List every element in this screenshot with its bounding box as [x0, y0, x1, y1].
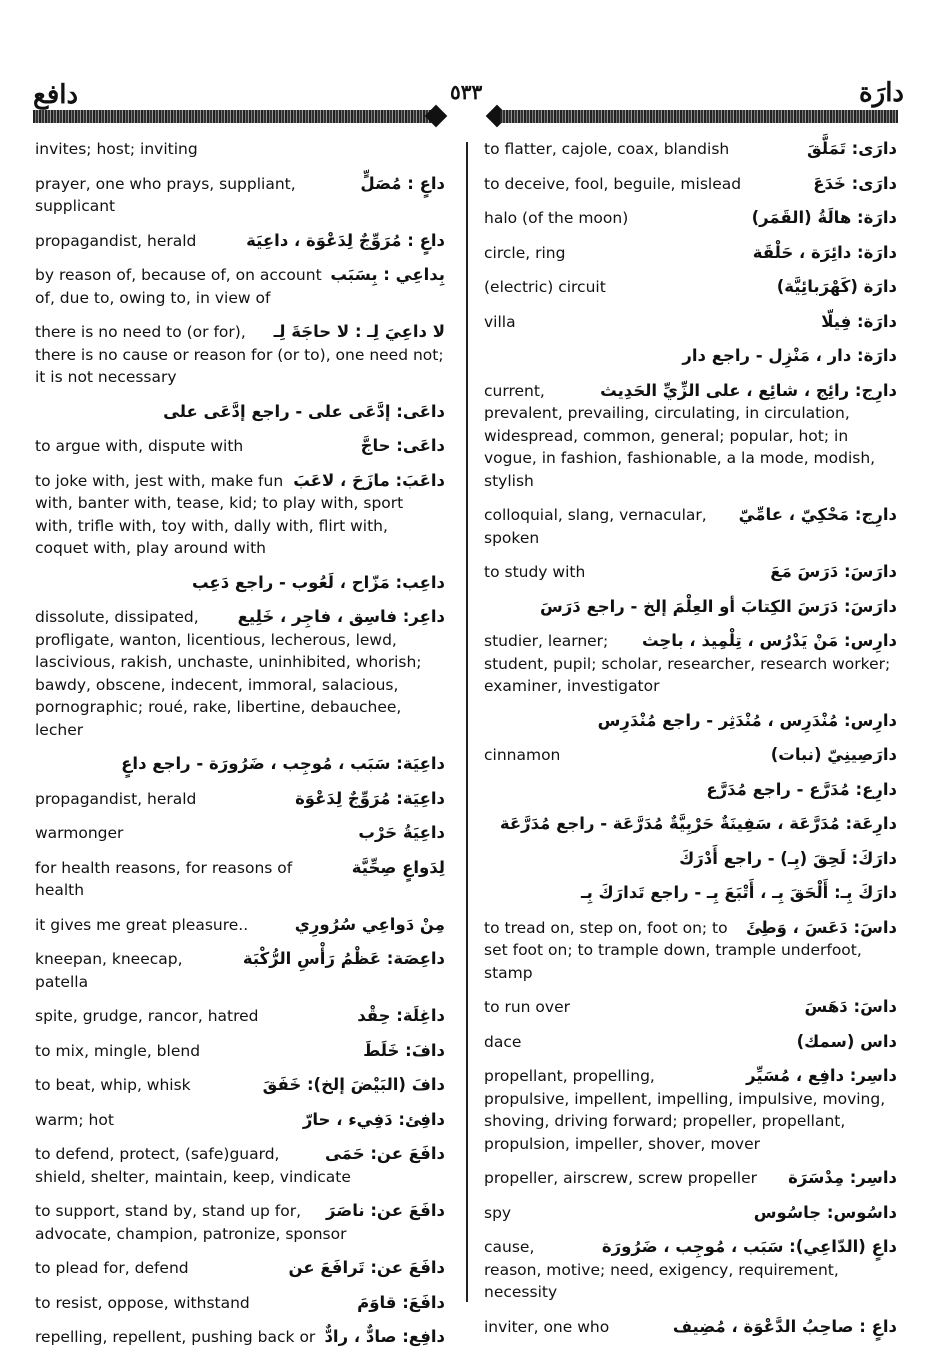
english-definition: warmonger	[35, 824, 124, 842]
arabic-headword: داعٍ (الدّاعِي): سَبَب ، مُوجِب ، ضَرُورَة	[601, 1237, 897, 1256]
arabic-headword: داسُوس: جاسُوس	[753, 1202, 897, 1222]
dictionary-entry	[35, 1200, 445, 1245]
arabic-headword: داعٍ : صاحِبُ الدَّعْوَة ، مُضِيف	[672, 1316, 897, 1336]
dictionary-entry	[484, 561, 897, 584]
arabic-headword: داعٍ : مُرَوِّجٌ لِدَعْوَة ، داعِيَة	[246, 230, 445, 250]
cross-reference-entry: داعَى: إدَّعَى على - راجع إدَّعَى على	[163, 401, 445, 421]
arabic-headword: داعِصَة: عَظْمُ رَأْسِ الرُّكْبَة	[242, 949, 445, 968]
dictionary-entry	[35, 914, 445, 937]
right-column	[484, 138, 897, 1350]
running-headword-right: دارَة	[859, 78, 904, 108]
english-definition: to tread on, step on, foot on; to set foot on; to trample down, trample underfoot, stamp	[484, 918, 862, 982]
dictionary-entry	[484, 744, 897, 767]
running-headword-left: دافع	[33, 80, 79, 110]
english-definition: inviter, one who	[484, 1317, 610, 1336]
dictionary-entry	[484, 630, 897, 698]
english-definition: to mix, mingle, blend	[35, 1041, 201, 1060]
english-definition: to support, stand by, stand up for, advocate, champion, patronize, sponsor	[35, 1202, 347, 1243]
arabic-headword: دارَصِينِيّ (نبات)	[770, 745, 897, 764]
dictionary-entry	[35, 1074, 445, 1097]
english-definition: to study with	[484, 563, 586, 581]
dictionary-entry	[35, 264, 445, 309]
english-definition: repelling, repellent, pushing back or	[35, 1328, 316, 1346]
arabic-headword: دارَة: هالَةُ (القَمَر)	[751, 208, 897, 227]
arabic-headword: داسَ: دَهَسَ	[804, 997, 897, 1016]
english-definition: current, prevalent, prevailing, circulating, in circulation, widespread, common, general; popular, hot; in vogue, in fashion, fashionable, a la mode, modish, stylish	[484, 381, 876, 490]
english-definition: warm; hot	[35, 1110, 114, 1129]
english-definition: circle, ring	[484, 243, 566, 262]
dictionary-entry	[484, 1031, 897, 1054]
english-definition: to beat, whip, whisk	[35, 1076, 191, 1094]
dictionary-entry	[35, 1040, 445, 1063]
english-definition: studier, learner; student, pupil; scholar, researcher, research worker; examiner, investigator	[484, 632, 891, 695]
english-definition: halo (of the moon)	[484, 209, 629, 227]
english-definition: for health reasons, for reasons of health	[35, 858, 293, 899]
dictionary-entry	[35, 1257, 445, 1280]
english-definition: to run over	[484, 998, 570, 1016]
dictionary-entry	[484, 276, 897, 299]
arabic-headword: دارِج: رائِج ، شائِع ، على الزِّيِّ الحَدِيث	[600, 380, 897, 400]
arabic-headword: مِنْ دَواعِي سُرُورِي	[294, 914, 445, 934]
english-definition: cinnamon	[484, 746, 561, 764]
english-definition: spite, grudge, rancor, hatred	[35, 1007, 259, 1025]
english-definition: spy	[484, 1203, 512, 1222]
arabic-headword: لا داعِيَ لِـ : لا حاجَةَ لِـ	[273, 322, 445, 341]
dictionary-entry	[484, 1202, 897, 1225]
dictionary-entry	[35, 788, 445, 811]
dictionary-entry	[35, 470, 445, 560]
dictionary-entry	[484, 138, 897, 161]
cross-reference-entry: دارَة: دار ، مَنْزِل - راجع دار	[682, 346, 897, 365]
english-definition: to flatter, cajole, coax, blandish	[484, 140, 730, 158]
english-definition: propagandist, herald	[35, 231, 197, 250]
arabic-headword: داس (سمك)	[796, 1031, 897, 1051]
dictionary-entry	[35, 948, 445, 993]
english-definition: it gives me great pleasure..	[35, 915, 249, 934]
english-definition: propeller, airscrew, screw propeller	[484, 1169, 757, 1187]
arabic-headword: دافَعَ عن: تَرافَعَ عن	[288, 1258, 445, 1277]
english-definition: propagandist, herald	[35, 789, 197, 808]
english-definition: to plead for, defend	[35, 1259, 189, 1277]
english-definition: dace	[484, 1032, 522, 1051]
arabic-headword: داعِيَة: مُرَوِّجٌ لِدَعْوَة	[295, 788, 445, 808]
arabic-headword: دافِئ: دَفِيء ، حارّ	[302, 1109, 445, 1129]
english-definition: villa	[484, 312, 516, 331]
header-rule-right	[500, 110, 898, 123]
dictionary-entry	[35, 173, 445, 218]
arabic-headword: دارَسَ: دَرَسَ مَعَ	[770, 562, 897, 581]
cross-reference-entry: داعِيَة: سَبَب ، مُوجِب ، ضَرُورَة - راجع داعٍ	[121, 754, 445, 773]
arabic-headword: داعِيَةُ حَرْب	[358, 823, 445, 842]
arabic-headword: داعٍ : مُصَلٍّ	[360, 173, 445, 193]
english-definition: to resist, oppose, withstand	[35, 1293, 250, 1312]
arabic-headword: دارَى: تَمَلَّقَ	[807, 139, 897, 158]
dictionary-entry	[35, 857, 445, 902]
dictionary-entry	[484, 996, 897, 1019]
dictionary-entry	[484, 1316, 897, 1339]
english-definition: there is no need to (or for), there is no cause or reason for (or to), one need not; it is not necessary	[35, 323, 444, 386]
cross-reference-entry: دارِعَة: مُدَرَّعَة ، سَفِينَةٌ حَرْبِيَّةٌ مُدَرَّعَة - راجع مُدَرَّعَة	[499, 814, 897, 833]
dictionary-entry	[484, 207, 897, 230]
english-definition: invites; host; inviting	[35, 140, 198, 158]
dictionary-entry	[35, 321, 445, 389]
arabic-headword: دافَعَ عن: حَمَى	[324, 1144, 445, 1163]
dictionary-entry	[484, 1236, 897, 1304]
english-definition: colloquial, slang, vernacular, spoken	[484, 506, 707, 547]
dictionary-entry	[484, 173, 897, 196]
dictionary-entry	[484, 1167, 897, 1190]
header-ornament-left	[425, 105, 448, 128]
arabic-headword: دارِس: مَنْ يَدْرُس ، تِلْمِيذ ، باحِث	[641, 631, 897, 650]
page-header	[0, 0, 946, 130]
arabic-headword: داعَبَ: مازَحَ ، لاعَبَ	[293, 470, 445, 490]
dictionary-entry	[484, 917, 897, 985]
arabic-headword: دافَعَ عن: ناصَرَ	[325, 1201, 445, 1220]
dictionary-entry	[484, 504, 897, 549]
arabic-headword: دافَعَ: قاوَمَ	[357, 1292, 445, 1312]
arabic-headword: دافَ (البَيْضَ إلخ): خَفَقَ	[262, 1075, 445, 1094]
arabic-headword: دافِع: صادٌّ ، رادٌّ	[324, 1327, 445, 1346]
dictionary-entry	[35, 1292, 445, 1315]
english-definition: to joke with, jest with, make fun with, banter with, tease, kid; to play with, sport with, trifle with, toy with, dally with, flirt with, coquet with, play around with	[35, 471, 404, 557]
arabic-headword: داسِر: دافِع ، مُسَيِّر	[746, 1066, 897, 1085]
dictionary-entry	[35, 138, 445, 161]
english-definition: dissolute, dissipated, profligate, wanton, licentious, lecherous, lewd, lascivious, rakish, unchaste, uninhibited, whorish; bawdy, obscene, indecent, immoral, salacious, pornographic; roué, rake, libertine, debauchee, lecher	[35, 608, 422, 739]
arabic-headword: دارِج: مَحْكِيّ ، عامِّيّ	[738, 505, 897, 524]
english-definition: (electric) circuit	[484, 278, 606, 296]
english-definition: by reason of, because of, on account of, due to, owing to, in view of	[35, 266, 322, 307]
cross-reference-entry: دارِع: مُدَرَّع - راجع مُدَرَّع	[706, 779, 897, 799]
cross-reference-entry: دارَكَ: لَحِقَ (بِـ) - راجع أَدْرَكَ	[679, 848, 897, 868]
arabic-headword: دافَ: خَلَطَ	[363, 1040, 445, 1060]
dictionary-entry	[484, 1065, 897, 1155]
dictionary-entry	[35, 230, 445, 253]
arabic-headword: دارَة: فِيلّا	[821, 311, 897, 331]
arabic-headword: لِدَواعٍ صِحِّيَّة	[351, 857, 445, 877]
header-rule-left	[33, 110, 433, 123]
english-definition: to argue with, dispute with	[35, 437, 244, 455]
cross-reference-entry: داعِب: مَزّاح ، لَعُوب - راجع دَعِب	[191, 572, 445, 592]
arabic-headword: داسَ: دَعَسَ ، وَطِئَ	[746, 917, 897, 937]
english-definition: propellant, propelling, propulsive, impellent, impelling, impulsive, moving, shoving, driving forward; propeller, propellant, propulsion, impeller, shover, mover	[484, 1067, 886, 1153]
dictionary-entry	[35, 1143, 445, 1188]
left-column	[35, 138, 445, 1361]
english-definition: to defend, protect, (safe)guard, shield, shelter, maintain, keep, vindicate	[35, 1145, 351, 1186]
dictionary-entry	[35, 1109, 445, 1132]
arabic-headword: دارَة (كَهْرَبائِيَّة)	[776, 277, 897, 296]
cross-reference-entry: دارَسَ: دَرَسَ الكِتابَ أو العِلْمَ إلخ - راجع دَرَسَ	[539, 596, 897, 616]
dictionary-entry	[484, 242, 897, 265]
english-definition: kneepan, kneecap, patella	[35, 950, 183, 991]
column-divider	[466, 142, 468, 1302]
dictionary-entry	[35, 1326, 445, 1349]
arabic-headword: بِداعِي : بِسَبَب	[330, 265, 445, 284]
english-definition: cause, reason, motive; need, exigency, requirement, necessity	[484, 1238, 839, 1301]
dictionary-entry	[35, 1005, 445, 1028]
page-number: ٥٣٣	[450, 80, 483, 104]
arabic-headword: دارَى: خَدَعَ	[813, 173, 897, 193]
cross-reference-entry: دارَكَ بِـ: أَلْحَقَ بِـ ، أَتْبَعَ بِـ - راجع تَدارَكَ بِـ	[580, 883, 897, 902]
arabic-headword: دارَة: دائِرَة ، حَلْقَة	[752, 242, 897, 262]
dictionary-entry	[35, 435, 445, 458]
arabic-headword: داغِلَة: حِقْد	[357, 1006, 445, 1025]
arabic-headword: داعَى: حاجَّ	[360, 436, 445, 455]
english-definition: to deceive, fool, beguile, mislead	[484, 174, 742, 193]
arabic-headword: داسِر: مِدْسَرَة	[788, 1168, 897, 1187]
cross-reference-entry: دارِس: مُنْدَرِس ، مُنْدَثِر - راجع مُنْدَرِس	[597, 710, 897, 730]
english-definition: prayer, one who prays, suppliant, supplicant	[35, 174, 296, 215]
dictionary-entry	[484, 311, 897, 334]
dictionary-entry	[35, 606, 445, 741]
arabic-headword: داعِر: فاسِق ، فاجِر ، خَلِيع	[237, 607, 445, 626]
dictionary-entry	[484, 380, 897, 493]
dictionary-entry	[35, 822, 445, 845]
